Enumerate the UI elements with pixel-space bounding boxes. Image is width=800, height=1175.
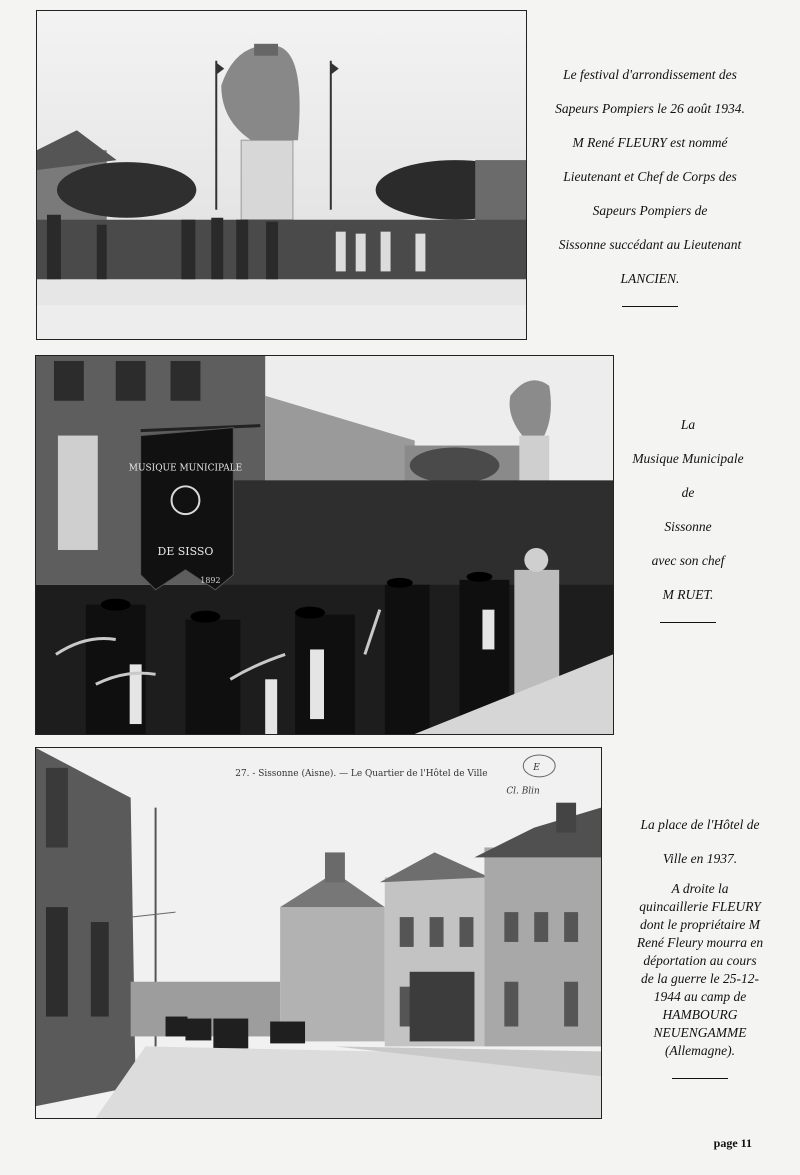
caption-line: Ville en 1937. — [662, 851, 738, 866]
caption-line: Lieutenant et Chef de Corps des — [563, 169, 737, 184]
caption-line: dont le propriétaire M — [639, 917, 761, 932]
caption-municipal-band — [618, 408, 758, 623]
banner-text-line2: DE SISSO — [157, 544, 214, 558]
banner-text-line1: MUSIQUE MUNICIPALE — [128, 463, 243, 474]
caption-line: La — [680, 417, 696, 432]
caption-line: Sapeurs Pompiers le 26 août 1934. — [555, 101, 745, 116]
photo-town-hall-square — [35, 747, 602, 1119]
banner-year: 1892 — [200, 575, 221, 585]
caption-line: M RUET. — [662, 587, 714, 602]
caption-line: Sapeurs Pompiers de — [592, 203, 708, 218]
caption-line: René Fleury mourra en — [636, 935, 764, 950]
caption-line: 1944 au camp de — [653, 989, 747, 1004]
separator-rule — [622, 306, 678, 307]
caption-line: Le festival d'arrondissement des — [563, 67, 737, 82]
caption-line: LANCIEN. — [620, 271, 680, 286]
caption-line: déportation au cours — [643, 953, 757, 968]
caption-line: de la guerre le 25-12- — [641, 971, 759, 986]
separator-rule — [672, 1078, 728, 1079]
caption-line: Sissonne succédant au Lieutenant — [558, 237, 742, 252]
caption-line: M René FLEURY est nommé — [572, 135, 728, 150]
separator-rule — [660, 622, 716, 623]
caption-line: (Allemagne). — [664, 1043, 736, 1058]
caption-line: Sissonne — [664, 519, 712, 534]
caption-town-hall-square — [606, 808, 794, 1079]
caption-line: La place de l'Hôtel de — [640, 817, 760, 832]
caption-line: NEUENGAMME — [653, 1025, 747, 1040]
caption-line: de — [681, 485, 695, 500]
caption-line: avec son chef — [651, 553, 725, 568]
postcard-stamp: E — [533, 762, 540, 773]
caption-line: quincaillerie FLEURY — [639, 899, 761, 914]
photo-town-hall-square-image — [36, 748, 601, 1118]
page-number: page 11 — [713, 1136, 752, 1150]
photo-municipal-band — [35, 355, 614, 735]
photo-fire-brigade-festival — [36, 10, 527, 340]
caption-line: HAMBOURG — [662, 1007, 738, 1022]
photo-municipal-band-image — [36, 356, 613, 734]
postcard-caption: 27. - Sissonne (Aisne). — Le Quartier de l'Hôtel de Ville — [235, 768, 488, 779]
caption-line: A droite la — [671, 881, 729, 896]
caption-fire-brigade-festival — [540, 58, 760, 307]
postcard-handwriting: Cl. Blin — [506, 786, 540, 797]
caption-line: Musique Municipale — [632, 451, 744, 466]
photo-fire-brigade-festival-image — [37, 11, 526, 339]
